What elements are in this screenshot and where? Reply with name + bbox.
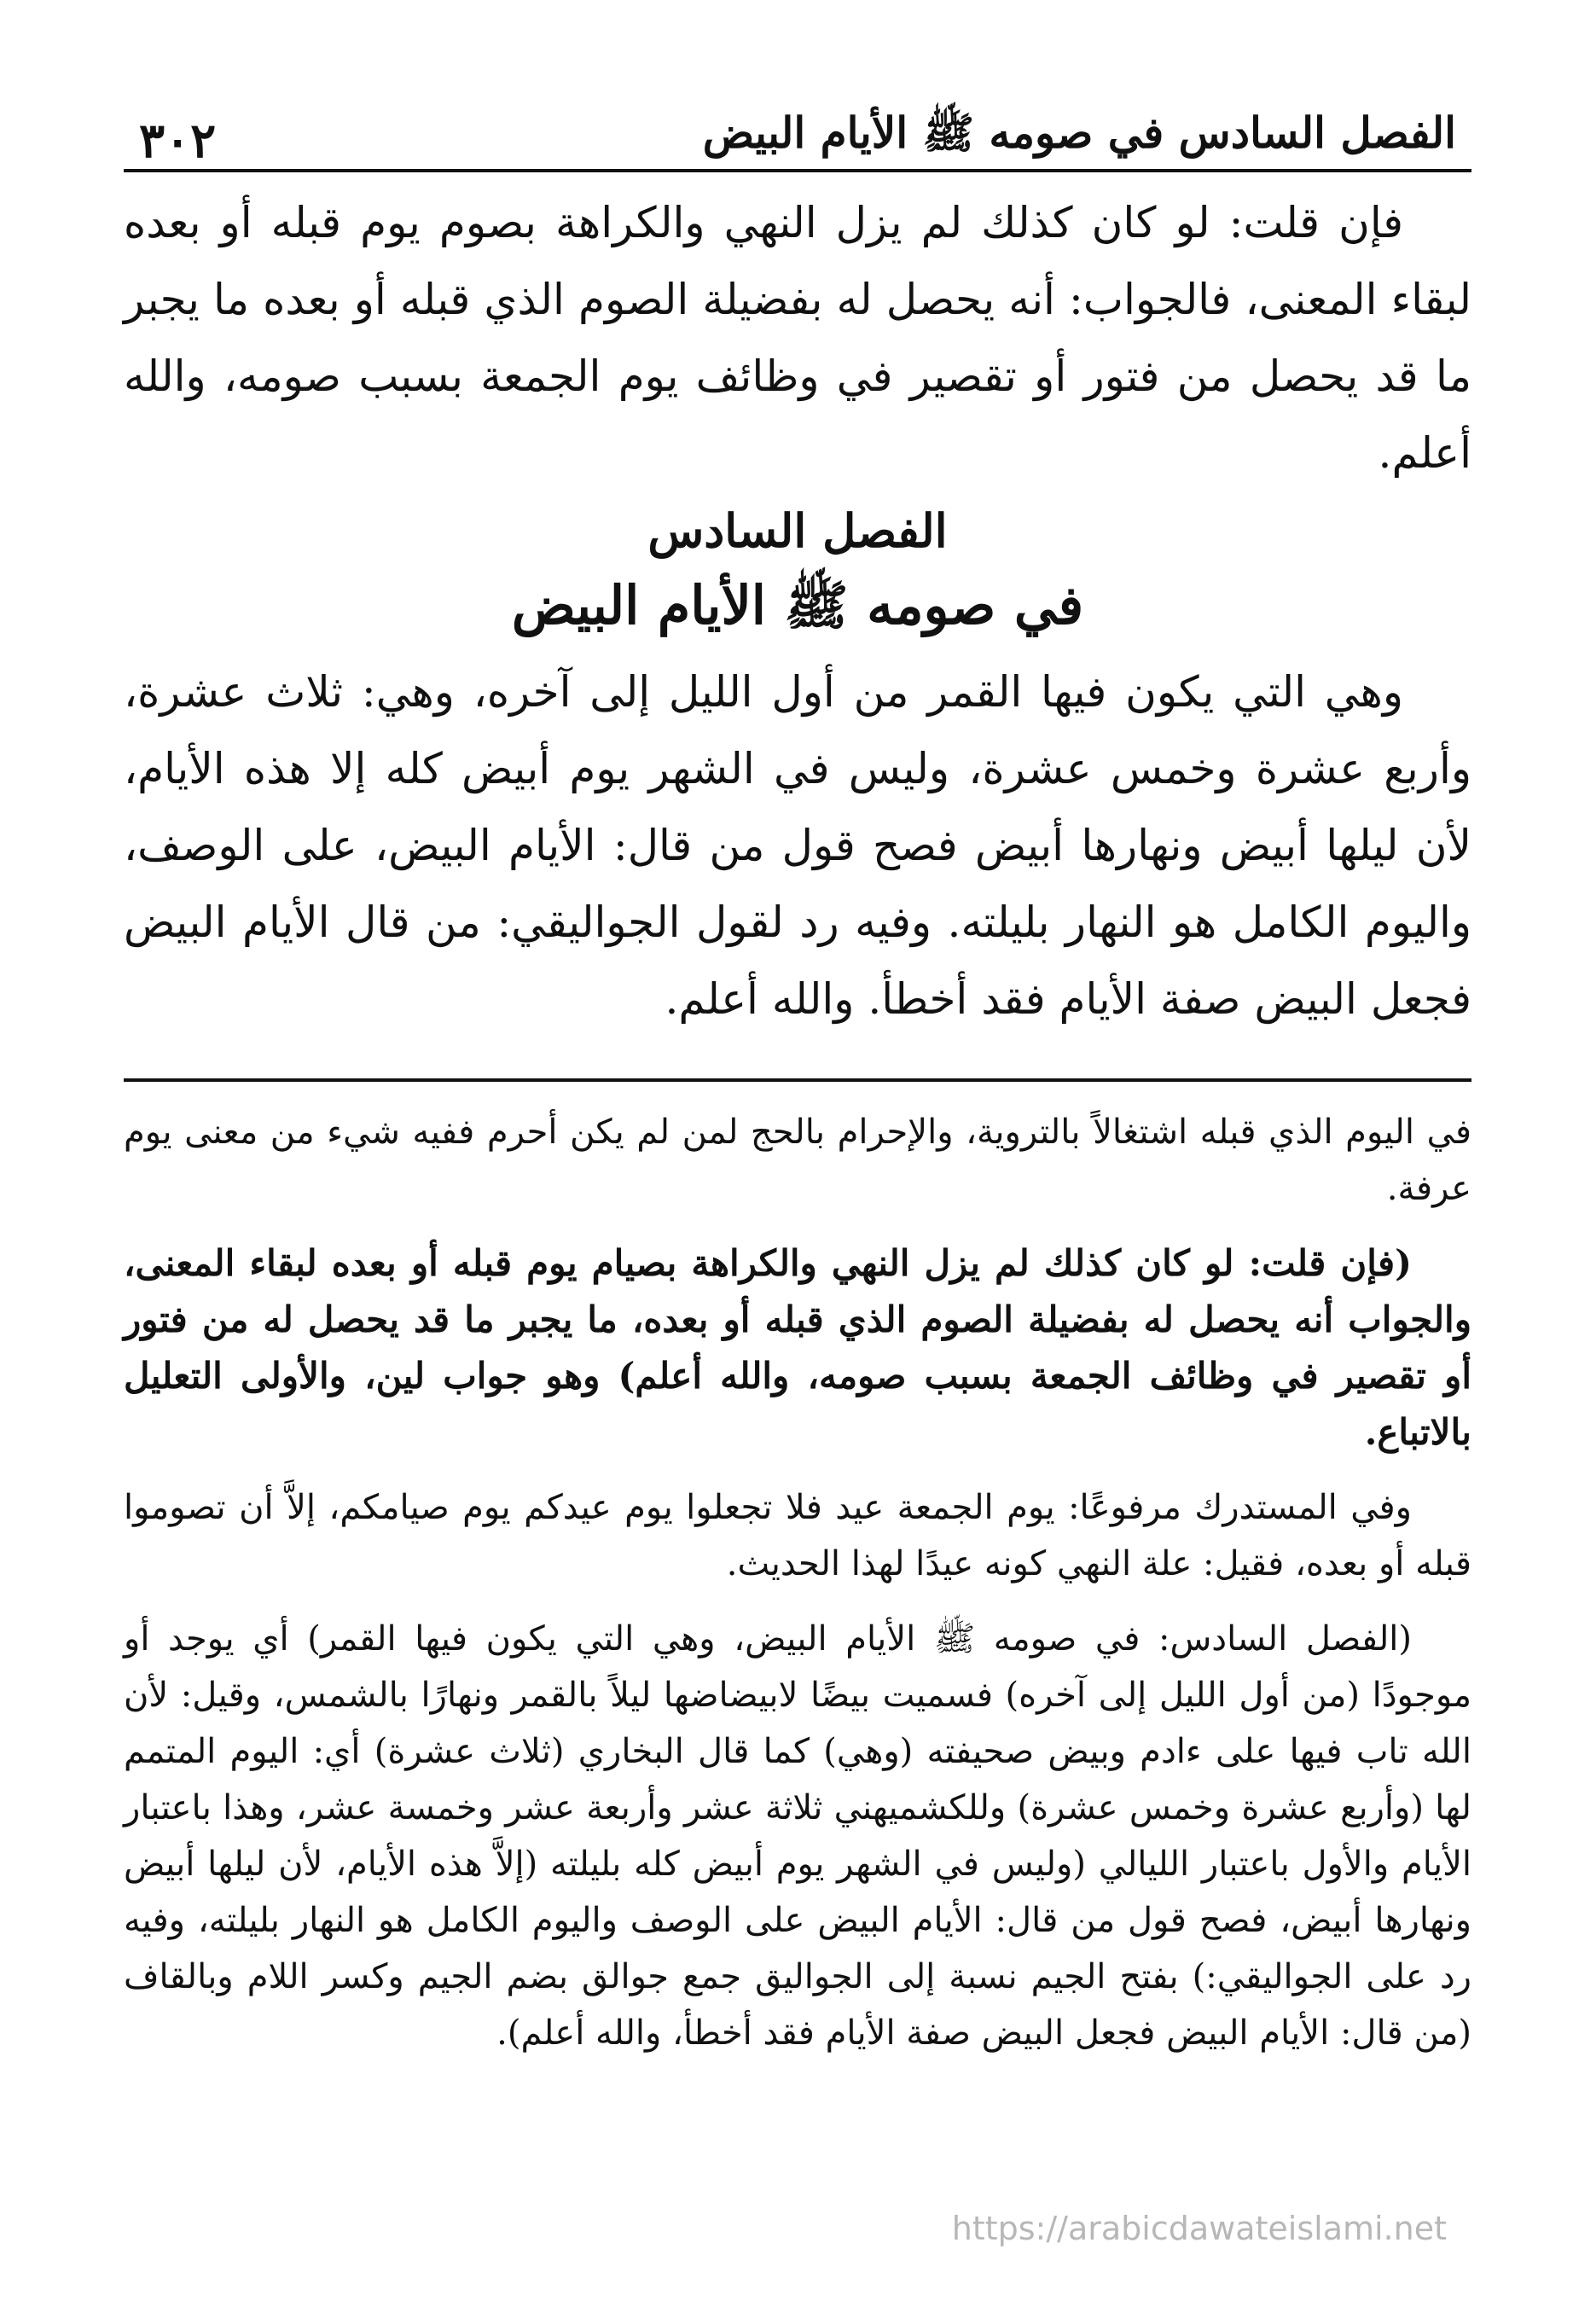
footnote-answer-commentary: (فإن قلت: لو كان كذلك لم يزل النهي والكراهة بصيام يوم قبله أو بعده لبقاء المعنى، والجواب أنه يحصل له بفضيلة الصوم الذي قبله أو بعده، ما يجبر ما قد يحصل له من فتور أو تقصير في وظائف الجمعة بسبب صومه، والله أعلم) وهو جواب لين، والأولى التعليل بالاتباع. <box>124 1242 1471 1453</box>
main-paragraph-answer: فإن قلت: لو كان كذلك لم يزل النهي والكراهة بصوم يوم قبله أو بعده لبقاء المعنى، فالجواب: أنه يحصل له بفضيلة الصوم الذي قبله أو بعده ما يجبر ما قد يحصل من فتور أو تقصير في وظائف يوم الجمعة بسبب صومه، والله أعلم. <box>124 198 1471 478</box>
footnote-divider <box>124 1078 1471 1082</box>
running-header <box>124 102 1471 172</box>
page-number: ٣٠٢ <box>139 113 217 169</box>
book-page <box>124 102 1471 2080</box>
footnote-continuation: في اليوم الذي قبله اشتغالاً بالتروية، والإحرام بالحج لمن لم يكن أحرم ففيه شيء من معنى يوم عرفة. <box>124 1113 1471 1208</box>
running-header-title: الفصل السادس في صومه ﷺ الأيام البيض <box>702 107 1456 158</box>
chapter-subtitle: في صومه ﷺ الأيام البيض <box>511 574 1084 636</box>
footnote-chapter-six-commentary: (الفصل السادس: في صومه ﷺ الأيام البيض، وهي التي يكون فيها القمر) أي يوجد أو موجودًا (من أول الليل إلى آخره) فسميت بيضًا لابيضاضها ليلاً بالقمر ونهارًا بالشمس، وقيل: لأن الله تاب فيها على ءادم وبيض صحيفته (وهي) كما قال البخاري (ثلاث عشرة) أي: اليوم المتمم لها (وأربع عشرة وخمس عشرة) وللكشميهني ثلاثة عشر وأربعة عشر وخمسة عشر، وهذا باعتبار الأيام والأول باعتبار الليالي (وليس في الشهر يوم أبيض كله بليلته (إلاَّ هذه الأيام، لأن ليلها أبيض ونهارها أبيض، فصح قول من قال: الأيام البيض على الوصف واليوم الكامل هو النهار بليلته، وفيه رد على الجواليقي:) بفتح الجيم نسبة إلى الجواليق جمع جوالق بضم الجيم وكسر اللام وبالقاف (من قال: الأيام البيض فجعل البيض صفة الأيام فقد أخطأ، والله أعلم). <box>124 1619 1471 2053</box>
chapter-heading <box>124 497 1471 647</box>
commentary-footnotes <box>124 1104 1471 2061</box>
watermark-url: https://arabicdawateislami.net <box>951 2210 1447 2247</box>
main-paragraph-white-days: وهي التي يكون فيها القمر من أول الليل إلى آخره، وهي: ثلاث عشرة، وأربع عشرة وخمس عشرة، وليس في الشهر يوم أبيض كله إلا هذه الأيام، لأن ليلها أبيض ونهارها أبيض فصح قول من قال: الأيام البيض، على الوصف، واليوم الكامل هو النهار بليلته. وفيه رد لقول الجواليقي: من قال الأيام البيض فجعل البيض صفة الأيام فقد أخطأ. والله أعلم. <box>124 667 1471 1024</box>
footnote-mustadrak: وفي المستدرك مرفوعًا: يوم الجمعة عيد فلا تجعلوا يوم عيدكم يوم صيامكم، إلاَّ أن تصوموا قبله أو بعده، فقيل: علة النهي كونه عيدًا لهذا الحديث. <box>124 1488 1471 1583</box>
chapter-title: الفصل السادس <box>647 503 948 558</box>
main-text <box>124 184 1471 1037</box>
